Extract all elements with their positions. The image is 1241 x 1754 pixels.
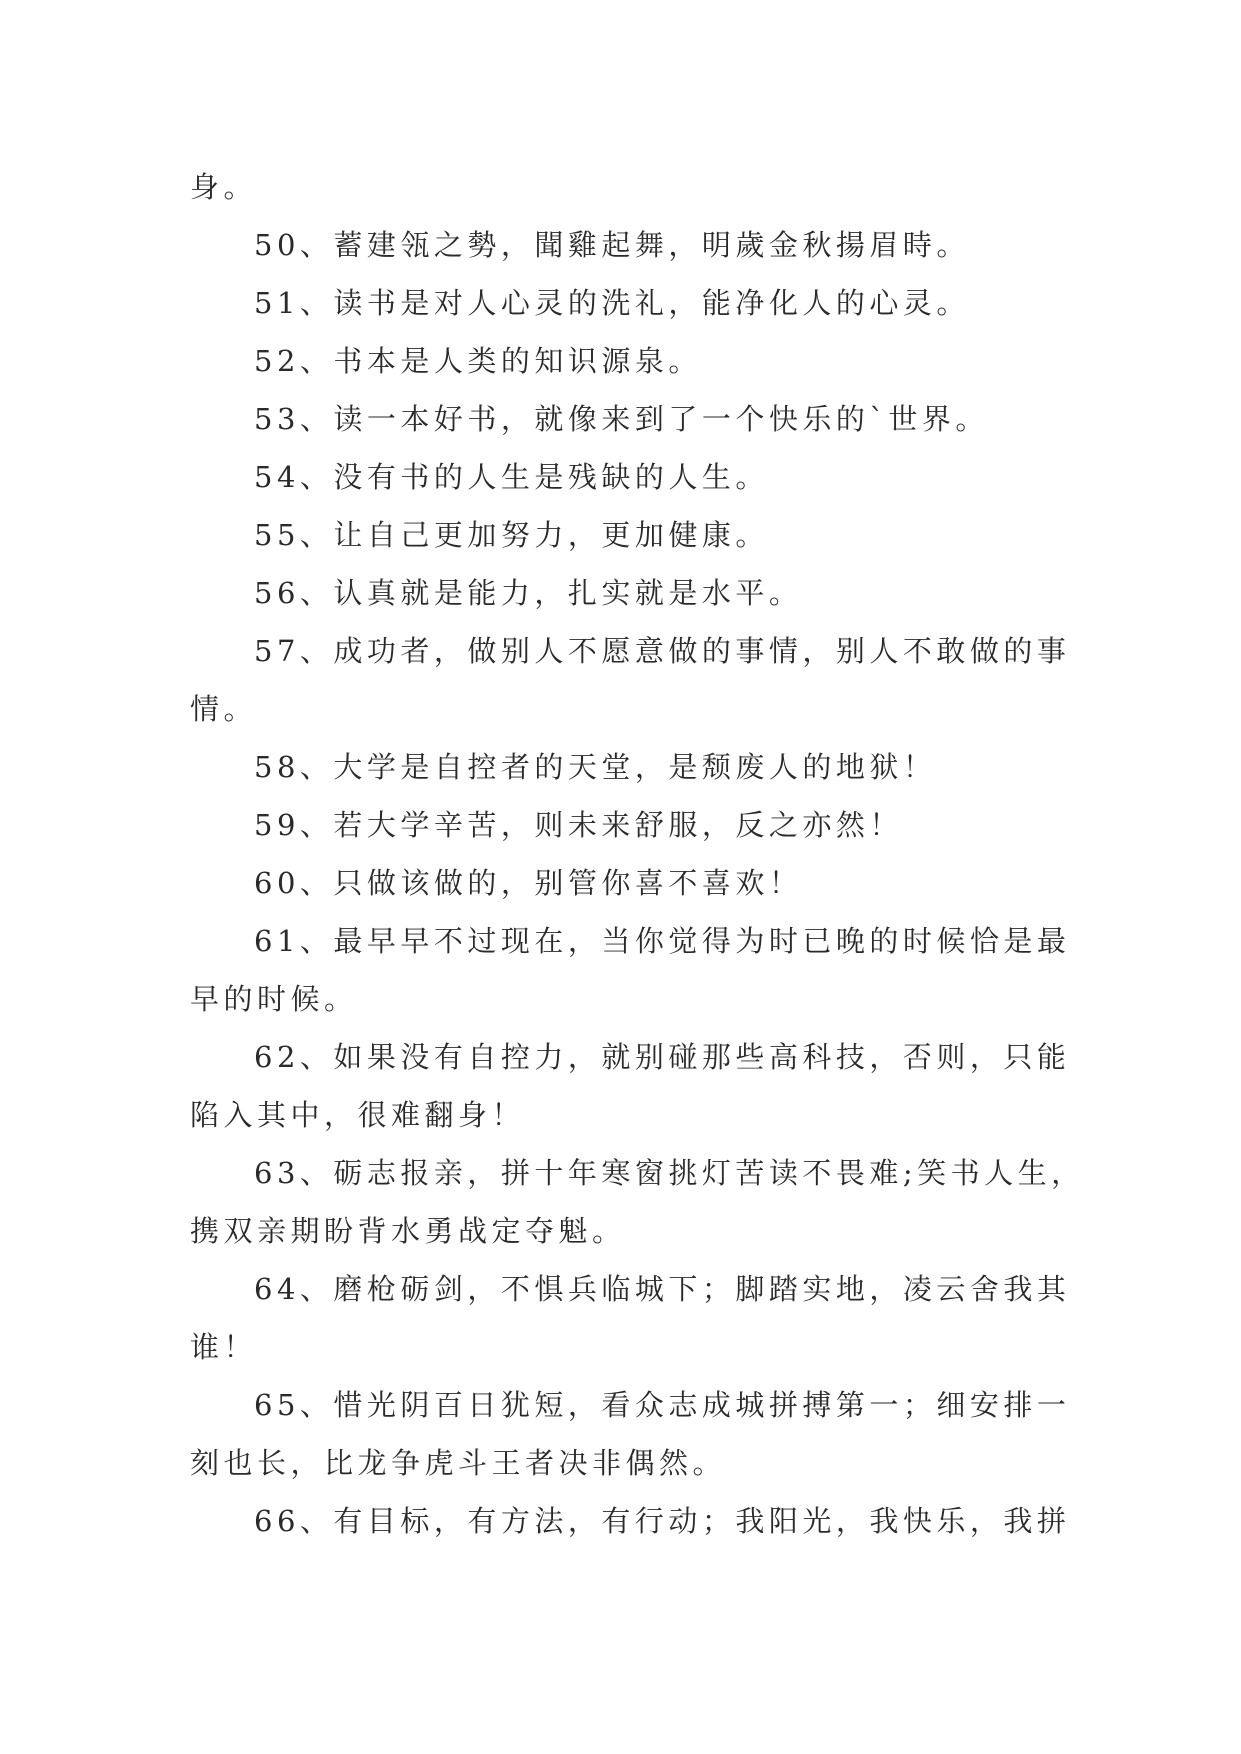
text-line: 早的时候。: [190, 982, 358, 1016]
text-line: 65、惜光阴百日犹短，看众志成城拼搏第一；细安排一: [254, 1388, 1071, 1422]
text-line: 61、最早早不过现在，当你觉得为时已晚的时候恰是最: [254, 924, 1071, 958]
text-line: 63、砺志报亲，拼十年寒窗挑灯苦读不畏难;笑书人生，: [254, 1156, 1085, 1190]
text-line: 54、没有书的人生是残缺的人生。: [254, 460, 769, 494]
text-line: 56、认真就是能力，扎实就是水平。: [254, 576, 803, 610]
document-page: [190, 158, 1085, 1550]
text-line: 62、如果没有自控力，就别碰那些高科技，否则，只能: [254, 1040, 1071, 1074]
text-line: 52、书本是人类的知识源泉。: [254, 344, 702, 378]
text-line: 60、只做该做的，别管你喜不喜欢！: [254, 866, 803, 900]
text-line: 57、成功者，做别人不愿意做的事情，别人不敢做的事: [254, 634, 1071, 668]
text-line: 58、大学是自控者的天堂，是颓废人的地狱！: [254, 750, 937, 784]
text-line: 陷入其中，很难翻身！: [190, 1098, 526, 1132]
text-line: 59、若大学辛苦，则未来舒服，反之亦然！: [254, 808, 903, 842]
text-line: 刻也长，比龙争虎斗王者决非偶然。: [190, 1446, 727, 1480]
text-line: 64、磨枪砺剑，不惧兵临城下；脚踏实地，凌云舍我其: [254, 1272, 1071, 1306]
text-line: 55、让自己更加努力，更加健康。: [254, 518, 769, 552]
text-line: 谁！: [190, 1330, 258, 1364]
text-line: 50、蓄建瓴之勢，聞雞起舞，明歲金秋揚眉時。: [254, 228, 970, 262]
text-line: 情。: [190, 692, 258, 726]
text-line: 53、读一本好书，就像来到了一个快乐的`世界。: [254, 402, 989, 436]
text-line: 身。: [190, 170, 258, 204]
text-line: 51、读书是对人心灵的洗礼，能净化人的心灵。: [254, 286, 970, 320]
text-line: 携双亲期盼背水勇战定夺魁。: [190, 1214, 626, 1248]
text-line: 66、有目标，有方法，有行动；我阳光，我快乐，我拼: [254, 1504, 1071, 1538]
